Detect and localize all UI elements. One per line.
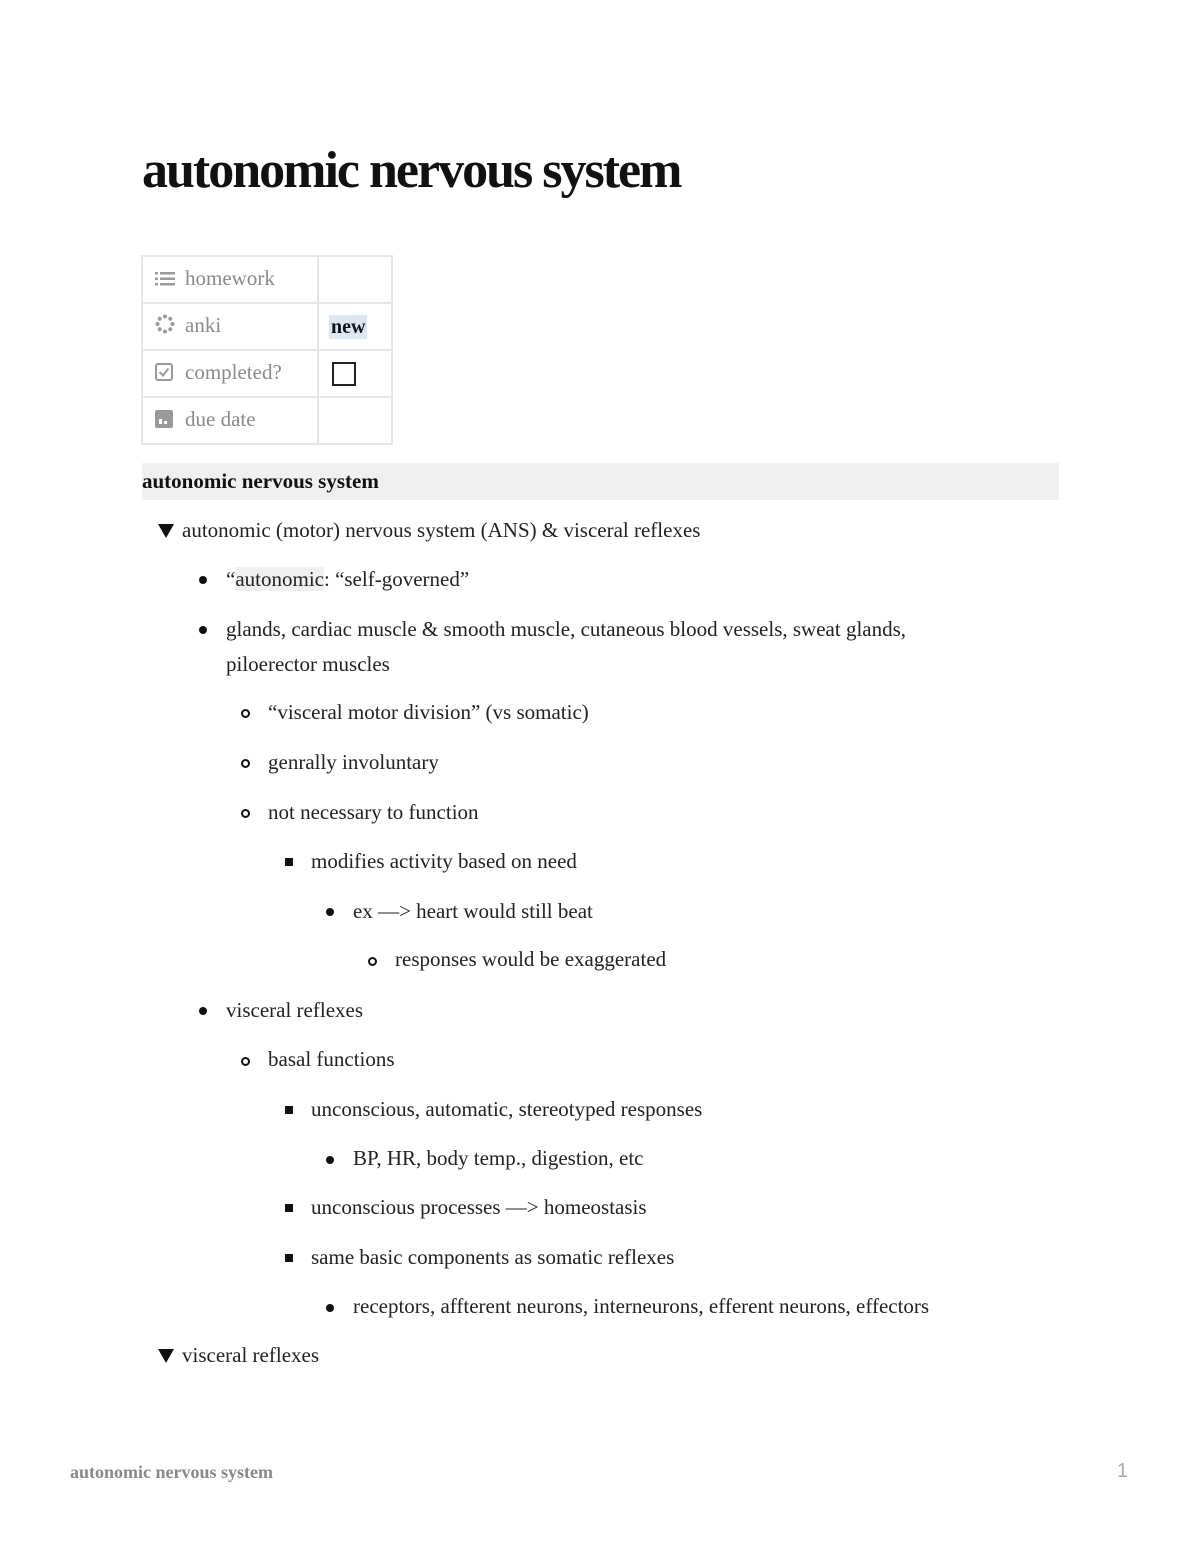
quote-open: “ (226, 567, 236, 591)
property-row-completed (142, 350, 392, 397)
calendar-icon (155, 409, 177, 434)
property-value-anki[interactable] (318, 303, 392, 350)
toggle-visceral-reflexes[interactable]: visceral reflexes (182, 1343, 320, 1367)
checkbox-icon (155, 362, 177, 387)
properties-table (141, 255, 393, 445)
property-name: anki (185, 312, 222, 337)
list-item-homeostasis: unconscious processes —> homeostasis (311, 1195, 647, 1219)
list-item-autonomic (226, 562, 469, 597)
toggle-triangle-icon[interactable] (158, 524, 174, 538)
property-name: due date (185, 407, 256, 432)
toggle-autonomic-ans[interactable]: autonomic (motor) nervous system (ANS) & visceral reflexes (182, 518, 701, 542)
list-item-involuntary: genrally involuntary (268, 750, 439, 774)
section-heading: autonomic nervous system (142, 463, 1059, 500)
property-name-cell (142, 350, 318, 397)
property-name-cell (142, 397, 318, 444)
page-title: autonomic nervous system (142, 142, 681, 199)
property-name: completed? (185, 360, 282, 385)
list-item-unconscious: unconscious, automatic, stereotyped responses (311, 1097, 703, 1121)
bullet-circle-icon (241, 1057, 250, 1066)
property-value-completed (318, 350, 392, 397)
bullet-circle-icon (241, 809, 250, 818)
bullet-disc-icon (199, 626, 207, 634)
list-item-basal: basal functions (268, 1047, 395, 1071)
property-row-due-date (142, 397, 392, 444)
page-number: 1 (1116, 1460, 1128, 1482)
bullet-circle-icon (241, 709, 250, 718)
bullet-disc-icon (326, 1304, 334, 1312)
property-name: homework (185, 266, 275, 291)
property-row-anki (142, 303, 392, 350)
property-name-cell (142, 256, 318, 303)
list-item-visceral-reflexes: visceral reflexes (226, 998, 364, 1022)
property-name-cell (142, 303, 318, 350)
property-value-due-date[interactable] (318, 397, 392, 444)
list-item-responses: responses would be exaggerated (395, 947, 667, 971)
bullet-circle-icon (368, 957, 377, 966)
list-item-same-basic: same basic components as somatic reflexes (311, 1245, 675, 1269)
bullet-square-icon (285, 1106, 293, 1114)
toggle-triangle-icon[interactable] (158, 1349, 174, 1363)
list-item-ex: ex —> heart would still beat (353, 899, 593, 923)
bullet-square-icon (285, 1254, 293, 1262)
bullet-circle-icon (241, 759, 250, 768)
definition-text: : “self-governed” (323, 567, 470, 591)
list-item-modifies: modifies activity based on need (311, 849, 577, 873)
list-item-bp: BP, HR, body temp., digestion, etc (353, 1146, 644, 1170)
bullet-disc-icon (326, 1156, 334, 1164)
footer-doc-title: autonomic nervous system (70, 1462, 273, 1482)
list-item-glands: glands, cardiac muscle & smooth muscle, cutaneous blood vessels, sweat glands, (226, 617, 907, 641)
list-item-glands-continued: piloerector muscles (226, 652, 390, 676)
list-item-receptors: receptors, affterent neurons, interneurons, efferent neurons, effectors (353, 1294, 930, 1318)
completed-checkbox[interactable] (332, 362, 356, 386)
bullet-disc-icon (326, 908, 334, 916)
property-row-homework (142, 256, 392, 303)
list-item-visceral-motor: “visceral motor division” (vs somatic) (268, 700, 589, 724)
bullet-disc-icon (199, 576, 207, 584)
list-icon (155, 268, 177, 293)
bullet-square-icon (285, 858, 293, 866)
list-item-not-necessary: not necessary to function (268, 800, 479, 824)
status-tag[interactable]: new (331, 315, 366, 338)
highlighted-word: autonomic (235, 567, 324, 591)
bullet-square-icon (285, 1204, 293, 1212)
bullet-disc-icon (199, 1007, 207, 1015)
property-value-homework[interactable] (318, 256, 392, 303)
loading-icon (155, 314, 177, 340)
